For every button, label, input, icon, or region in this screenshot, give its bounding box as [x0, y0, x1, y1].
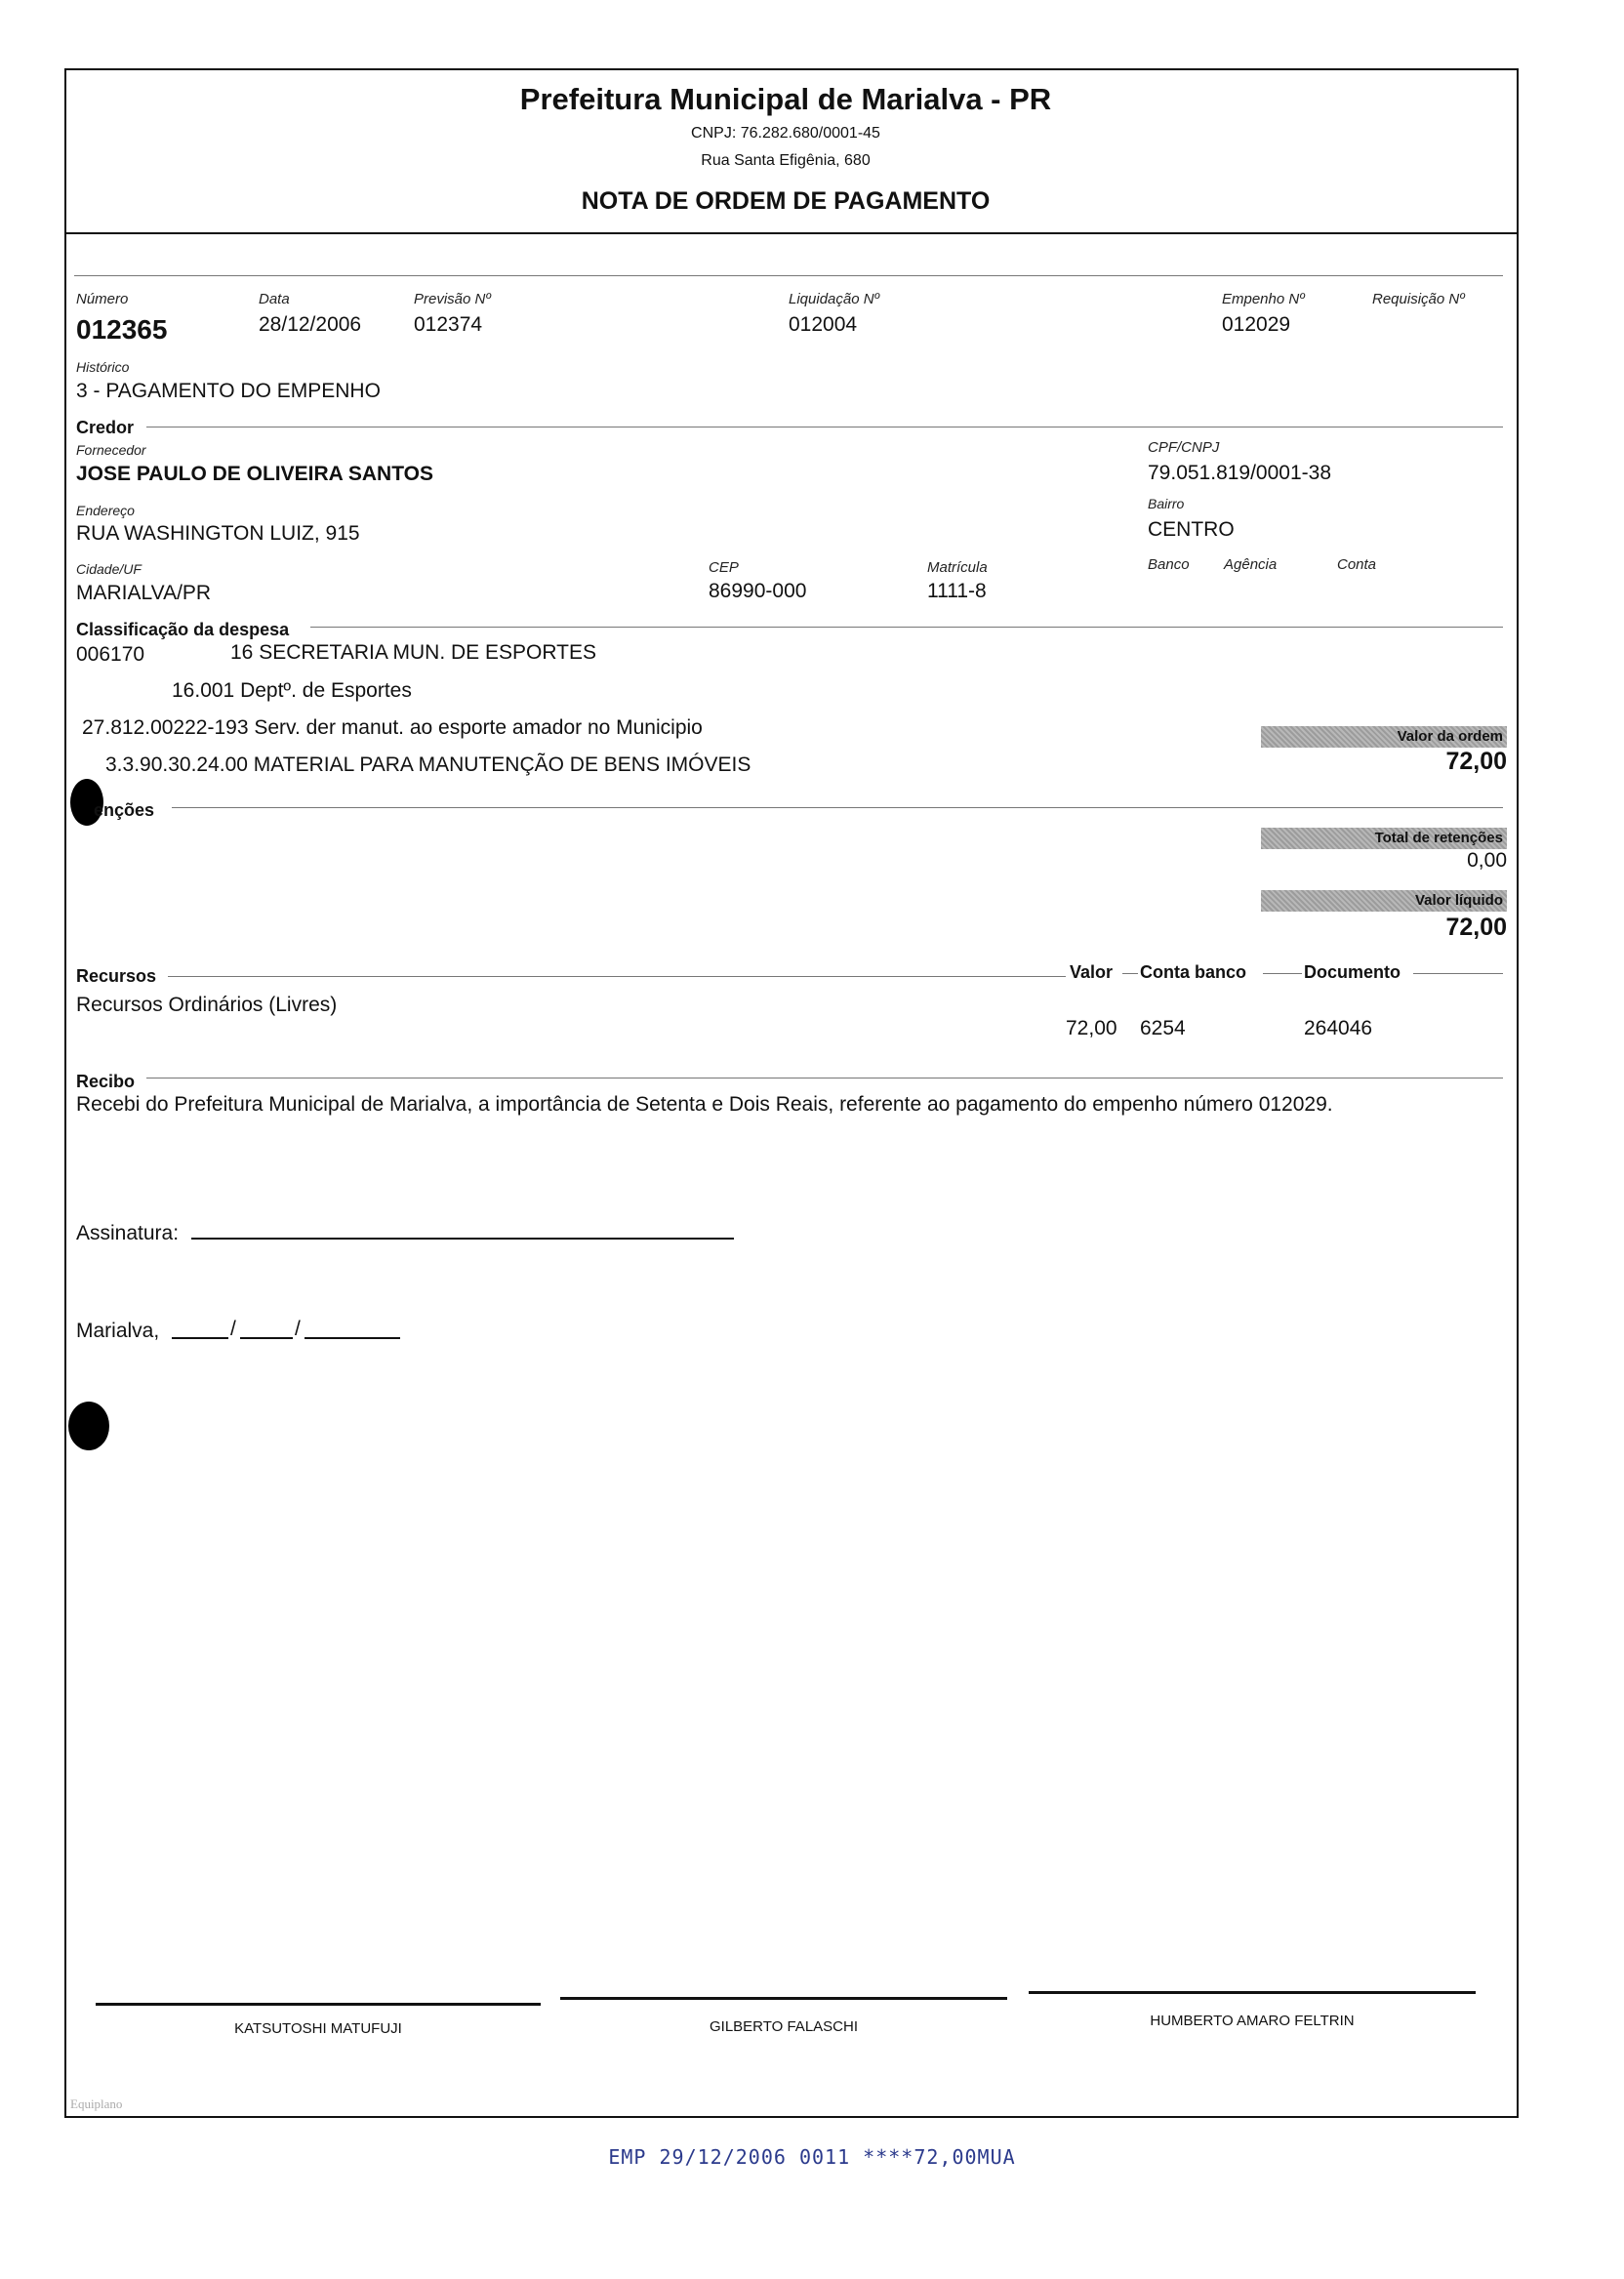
cidade-label: Cidade/UF: [76, 561, 142, 577]
date-slash-1: /: [230, 1318, 236, 1340]
classificacao-line-4: 3.3.90.30.24.00 MATERIAL PARA MANUTENÇÃO DE BENS IMÓVEIS: [105, 753, 751, 776]
bairro-label: Bairro: [1148, 496, 1185, 511]
cep-value: 86990-000: [709, 580, 807, 602]
signature-name-1: KATSUTOSHI MATUFUJI: [234, 2020, 402, 2037]
signature-line-3: [1029, 1991, 1476, 1994]
date-slash-2: /: [295, 1318, 301, 1340]
classificacao-line-1: 16 SECRETARIA MUN. DE ESPORTES: [230, 641, 596, 664]
header-divider: [64, 232, 1519, 234]
banco-label: Banco: [1148, 556, 1190, 573]
recursos-conta-label: Conta banco: [1140, 962, 1247, 982]
agencia-label: Agência: [1224, 556, 1278, 573]
signature-name-2: GILBERTO FALASCHI: [710, 2018, 858, 2035]
recursos-valor-label: Valor: [1070, 962, 1114, 982]
date-month-line: [240, 1337, 293, 1339]
classificacao-line-2: 16.001 Deptº. de Esportes: [172, 679, 412, 702]
recibo-text: Recebi do Prefeitura Municipal de Marialva, a importância de Setenta e Dois Reais, referente ao pagamento do empenho número 012029.: [76, 1093, 1333, 1116]
recursos-section-title: Recursos: [76, 966, 157, 986]
valor-ordem-value: 72,00: [1445, 748, 1507, 775]
recursos-conta: 6254: [1140, 1017, 1186, 1039]
cidade-value: MARIALVA/PR: [76, 582, 212, 604]
endereco-label: Endereço: [76, 503, 135, 518]
previsao-label: Previsão Nº: [414, 291, 491, 307]
signature-name-3: HUMBERTO AMARO FELTRIN: [1150, 2013, 1355, 2029]
recursos-rule-4: [1413, 973, 1503, 974]
watermark-text: Equiplano: [70, 2096, 123, 2111]
classificacao-rule: [310, 627, 1503, 628]
liquidacao-label: Liquidação Nº: [789, 291, 880, 307]
fornecedor-value: JOSE PAULO DE OLIVEIRA SANTOS: [76, 463, 434, 485]
recursos-rule-3: [1263, 973, 1302, 974]
classificacao-line-3: 27.812.00222-193 Serv. der manut. ao esporte amador no Municipio: [82, 716, 703, 739]
endereco-value: RUA WASHINGTON LUIZ, 915: [76, 522, 360, 545]
payment-stamp: EMP 29/12/2006 0011 ****72,00MUA: [608, 2145, 1016, 2169]
header-address: Rua Santa Efigênia, 680: [701, 152, 871, 169]
data-label: Data: [259, 291, 290, 307]
liquidacao-value: 012004: [789, 313, 858, 336]
retencoes-rule: [172, 807, 1503, 808]
recursos-documento: 264046: [1304, 1017, 1373, 1039]
retencoes-section-title: enções: [94, 800, 155, 820]
assinatura-line: [191, 1238, 734, 1240]
empenho-value: 012029: [1222, 313, 1291, 336]
credor-section-title: Credor: [76, 418, 135, 437]
date-year-line: [304, 1337, 400, 1339]
empenho-label: Empenho Nº: [1222, 291, 1305, 307]
valor-ordem-label: Valor da ordem: [1261, 726, 1507, 748]
header-cnpj: CNPJ: 76.282.680/0001-45: [691, 125, 880, 142]
previsao-value: 012374: [414, 313, 483, 336]
date-day-line: [172, 1337, 228, 1339]
bairro-value: CENTRO: [1148, 518, 1235, 541]
total-retencoes-value: 0,00: [1467, 849, 1507, 872]
signature-line-2: [560, 1997, 1007, 2000]
recursos-valor: 72,00: [1066, 1017, 1117, 1039]
conta-label: Conta: [1337, 556, 1377, 573]
cpf-value: 79.051.819/0001-38: [1148, 462, 1332, 484]
document-title: NOTA DE ORDEM DE PAGAMENTO: [581, 187, 991, 215]
recursos-descricao: Recursos Ordinários (Livres): [76, 994, 338, 1016]
recibo-section-title: Recibo: [76, 1072, 136, 1091]
recursos-rule-2: [1122, 973, 1138, 974]
classificacao-section-title: Classificação da despesa: [76, 620, 290, 639]
valor-liquido-value: 72,00: [1445, 914, 1507, 941]
numero-value: 012365: [76, 314, 168, 345]
recursos-documento-label: Documento: [1304, 962, 1401, 982]
cep-label: CEP: [709, 559, 739, 576]
signature-line-1: [96, 2003, 541, 2006]
numero-label: Número: [76, 291, 129, 307]
requisicao-label: Requisição Nº: [1372, 291, 1465, 307]
fornecedor-label: Fornecedor: [76, 442, 146, 458]
historico-label: Histórico: [76, 359, 130, 375]
recursos-rule: [168, 976, 1066, 977]
assinatura-label: Assinatura:: [76, 1222, 180, 1244]
data-value: 28/12/2006: [259, 313, 362, 336]
total-retencoes-label: Total de retenções: [1261, 828, 1507, 849]
matricula-value: 1111-8: [927, 580, 987, 602]
info-top-rule: [74, 275, 1503, 276]
matricula-label: Matrícula: [927, 559, 988, 576]
cpf-label: CPF/CNPJ: [1148, 439, 1220, 456]
punch-hole-blot-2: [68, 1402, 109, 1450]
local-data-label: Marialva,: [76, 1320, 160, 1342]
page-title: Prefeitura Municipal de Marialva - PR: [519, 82, 1052, 116]
classificacao-code: 006170: [76, 643, 145, 666]
valor-liquido-label: Valor líquido: [1261, 890, 1507, 912]
historico-value: 3 - PAGAMENTO DO EMPENHO: [76, 380, 381, 402]
